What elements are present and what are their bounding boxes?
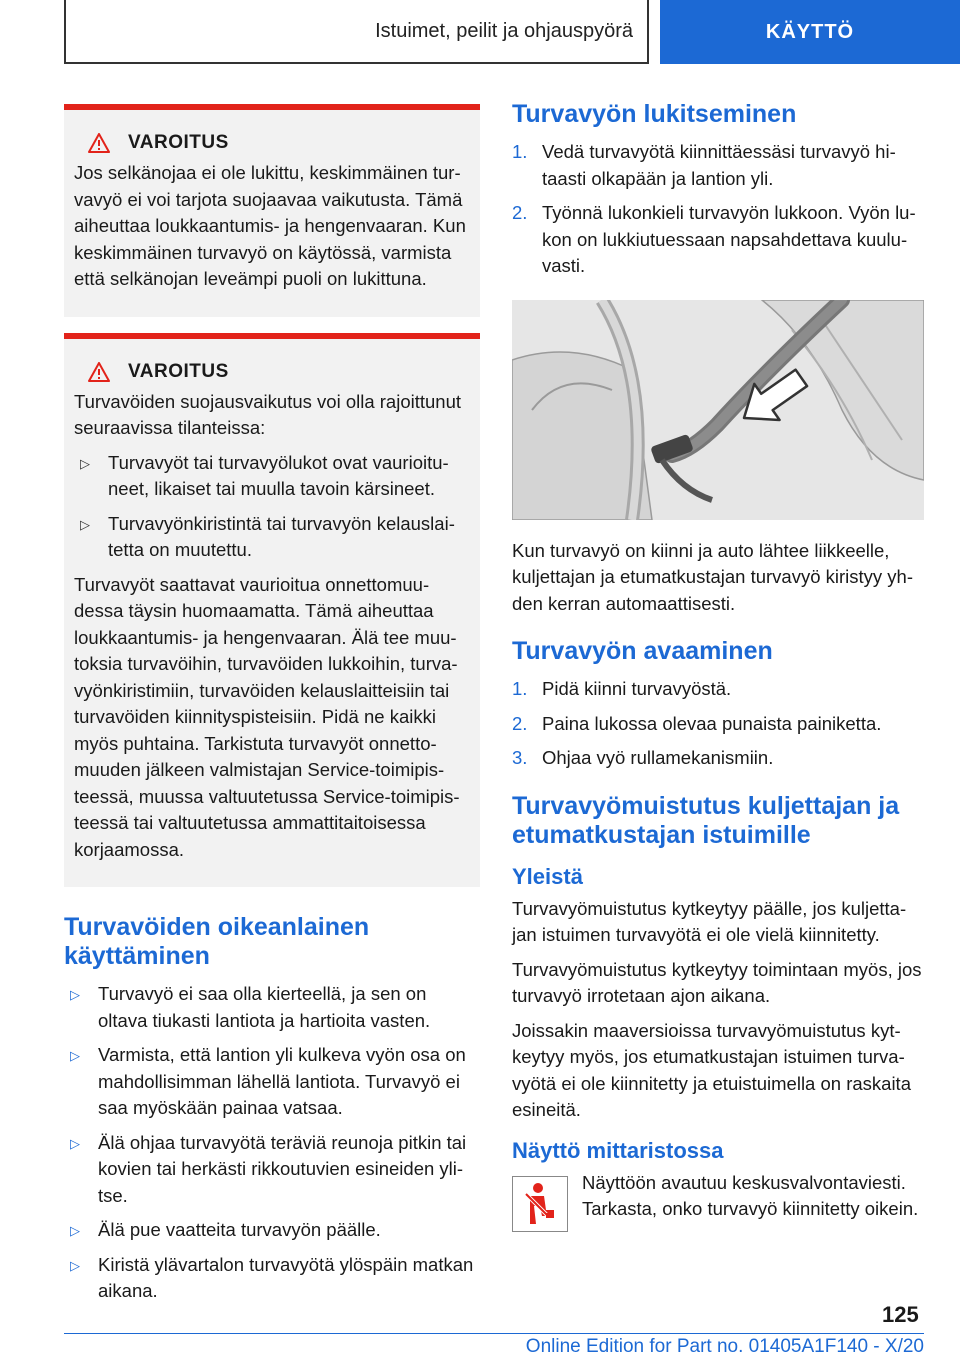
locking-steps	[512, 139, 924, 280]
list-item	[64, 1252, 480, 1305]
reminder-paragraph-2: Turvavyömuistutus kytkeytyy toimintaan myös, jos turvavyö irrotetaan ajon aikana.	[512, 958, 922, 1006]
step-number: 2.	[512, 202, 528, 223]
subsection-title-display: Näyttö mittaristossa	[512, 1137, 724, 1163]
warning-title-2: VAROITUS	[128, 360, 229, 382]
proper-use-list	[64, 981, 480, 1305]
reminder-paragraph-3: Joissakin maaversioissa turvavyömuistutus kytkeytyy myös, jos etumatkustajan istuimen turvavyötä ei ole kiinnitetty ja etuistuimella on raskaita esineitä.	[512, 1019, 911, 1120]
step-text: Paina lukossa olevaa punaista painiketta.	[542, 712, 882, 734]
locking-after-text: Kun turvavyö on kiinni ja auto lähtee liikkeelle, kuljettajan ja etumatkustajan turvavyö kiristyy yhden kerran automaattisesti.	[512, 539, 914, 614]
bullet-triangle-icon: ▷	[80, 455, 90, 471]
warning-title-1: VAROITUS	[128, 132, 229, 153]
header-section-box	[64, 0, 649, 64]
header-section-title: Istuimet, peilit ja ohjauspyörä	[375, 19, 633, 42]
step-number: 2.	[512, 712, 528, 734]
header-chapter-title: KÄYTTÖ	[765, 20, 855, 43]
warning-triangle-icon	[88, 133, 110, 153]
step-text: Ohjaa vyö rullamekanismiin.	[542, 747, 774, 768]
warning-text-2: Turvavyöt saattavat vaurioitua onnettomuudessa täysin huomaamatta. Tämä aiheuttaa loukkaantumis- ja hengenvaaran. Älä tee muutoksia turvavöihin, turvavöiden lukkoihin, turvavyönkiristimiin, turvavöiden kelauslaitteisiin tai turvavöiden kiinnityspisteisiin. Pidä ne kaikki myös puhtaina. Tarkistuta turvavyöt onnettomuuden jälkeen valmistajan Service-toimipisteessä, muussa valtuutetussa Service-toimipisteessä tai valtuutetussa ammattitaitoisessa korjaamossa.	[74, 573, 460, 860]
bullet-triangle-icon: ▷	[70, 1257, 80, 1273]
list-item-text: Kiristä ylävartalon turvavyötä ylöspäin matkan aikana.	[98, 1253, 474, 1301]
step-text: Vedä turvavyötä kiinnittäessäsi turvavyö hitaasti olkapään ja lantion yli.	[542, 141, 896, 189]
left-column	[64, 104, 480, 1313]
list-item-text: Älä pue vaatteita turvavyön päälle.	[98, 1219, 381, 1240]
step-number: 1.	[512, 141, 528, 162]
step-number: 1.	[512, 678, 528, 699]
warning-text-1: Jos selkänojaa ei ole lukittu, keskimmäinen turvavyö ei voi tarjota suojaavaa vaikutusta. Tämä aiheuttaa loukkaantumis- ja hengenvaaran. Kun keskimmäinen turvavyö on käytössä, varmista että selkänojan leveämpi puoli on lukittuna.	[74, 162, 466, 289]
list-item	[64, 1130, 480, 1210]
warning-box-1	[64, 104, 480, 317]
warning-intro-2: Turvavöiden suojausvaikutus voi olla rajoittunut seuraavissa tilanteissa:	[74, 390, 462, 438]
list-item-text: Turvavyönkiristintä tai turvavyön kelauslaitetta on muutettu.	[108, 512, 455, 560]
step-item	[512, 676, 924, 703]
section-title-reminder: Turvavyömuistutus kuljettajan ja etumatkustajan istuimille	[512, 791, 900, 849]
subsection-title-general: Yleistä	[512, 863, 583, 889]
reminder-paragraph-1: Turvavyömuistutus kytkeytyy päälle, jos kuljettajan istuimen turvavyötä ei ole vielä kiinnitetty.	[512, 897, 907, 945]
list-item	[64, 1042, 480, 1122]
list-item-text: Turvavyö ei saa olla kierteellä, ja sen on oltava tiukasti lantiota ja hartioita vasten.	[98, 983, 431, 1031]
list-item-text: Turvavyöt tai turvavyölukot ovat vaurioituneet, likaiset tai muulla tavoin kärsineet.	[108, 451, 449, 499]
step-item	[512, 745, 924, 772]
section-title-proper-use: Turvavöiden oikeanlainen käyttäminen	[64, 913, 370, 970]
warning-list-2	[74, 450, 470, 564]
bullet-triangle-icon: ▷	[70, 1048, 80, 1063]
seatbelt-buckle-drawing	[512, 300, 924, 520]
step-item	[512, 200, 924, 280]
warning-box-2	[64, 333, 480, 888]
warning-heading-2	[88, 361, 470, 383]
section-title-locking: Turvavyön lukitseminen	[512, 100, 797, 128]
bullet-triangle-icon: ▷	[80, 516, 90, 532]
list-item-text: Älä ohjaa turvavyötä teräviä reunoja pitkin tai kovien tai herkästi rikkoutuvien esineiden ylitse.	[98, 1131, 467, 1206]
right-column	[512, 100, 924, 1232]
list-item-text: Varmista, että lantion yli kulkeva vyön osa on mahdollisimman lähellä lantiota. Turvavyö ei saa myöskään painaa vatsaa.	[98, 1044, 466, 1118]
bullet-triangle-icon: ▷	[70, 1223, 80, 1238]
seatbelt-illustration	[512, 300, 924, 520]
page-number: 125	[882, 1302, 919, 1327]
step-item	[512, 139, 924, 192]
warning-triangle-icon	[88, 362, 110, 382]
list-item	[74, 450, 470, 503]
list-item	[64, 981, 480, 1034]
warning-heading-1	[88, 132, 470, 154]
step-number: 3.	[512, 747, 528, 768]
header-chapter-tab[interactable]	[660, 0, 960, 64]
list-item	[74, 511, 470, 564]
list-item	[64, 1217, 480, 1244]
bullet-triangle-icon: ▷	[70, 987, 80, 1002]
step-text: Pidä kiinni turvavyöstä.	[542, 678, 732, 699]
section-title-opening: Turvavyön avaaminen	[512, 637, 773, 665]
step-item	[512, 711, 924, 738]
footer-edition: Online Edition for Part no. 01405A1F140 - X/20	[525, 1336, 924, 1357]
footer-divider	[64, 1333, 924, 1334]
bullet-triangle-icon: ▷	[70, 1135, 80, 1151]
seatbelt-warning-icon	[512, 1176, 568, 1232]
step-text: Työnnä lukonkieli turvavyön lukkoon. Vyön lukon on lukkiutuessaan napsahdettava kuuluvasti.	[542, 202, 916, 276]
display-info-text: Näyttöön avautuu keskusvalvontaviesti. Tarkasta, onko turvavyö kiinnitetty oikein.	[582, 1171, 919, 1219]
display-info-row	[512, 1170, 924, 1232]
opening-steps	[512, 676, 924, 772]
